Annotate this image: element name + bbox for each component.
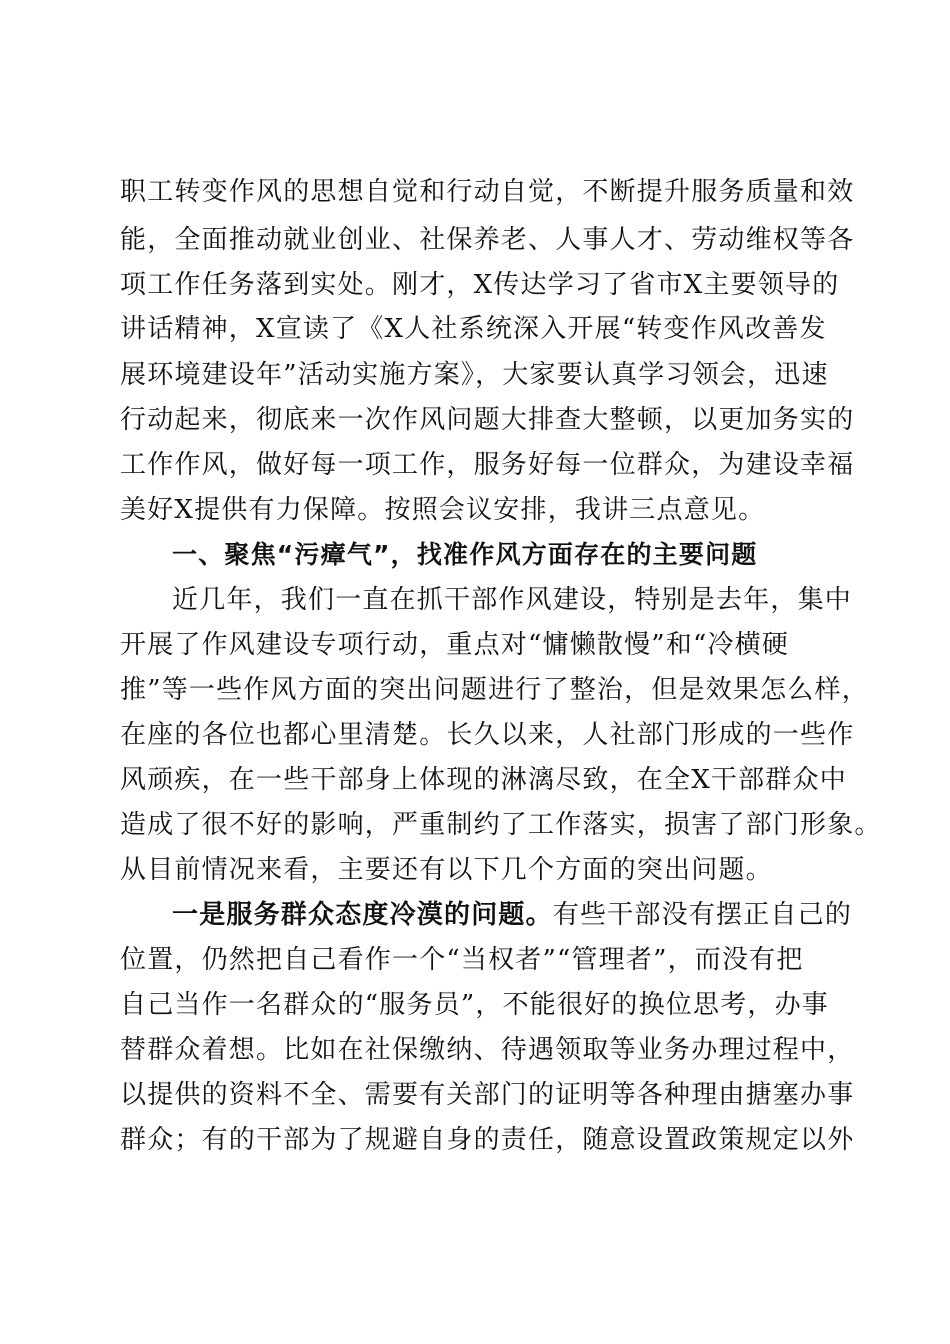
paragraph-1-line-1: 职工转变作风的思想自觉和行动自觉，不断提升服务质量和效 [120,177,855,207]
paragraph-2-line-4: 在座的各位也都心里清楚。长久以来，人社部门形成的一些作 [120,720,855,750]
paragraph-1-line-7: 工作作风，做好每一项工作，服务好每一位群众，为建设幸福 [120,450,855,480]
paragraph-3-line-6: 群众；有的干部为了规避自身的责任，随意设置政策规定以外 [120,1125,855,1155]
paragraph-3-line-1 [172,895,853,935]
paragraph-1-line-4: 讲话精神，X宣读了《X人社系统深入开展“转变作风改善发 [120,314,827,344]
paragraph-1-line-6: 行动起来，彻底来一次作风问题大排查大整顿，以更加务实的 [120,405,855,435]
paragraph-2-line-7: 从目前情况来看，主要还有以下几个方面的突出问题。 [120,855,773,885]
paragraph-3-line-2: 位置，仍然把自己看作一个“当权者”“管理者”，而没有把 [120,945,804,975]
paragraph-1-line-8: 美好X提供有力保障。按照会议安排，我讲三点意见。 [120,495,766,525]
paragraph-2-line-2: 开展了作风建设专项行动，重点对“慵懒散慢”和“冷横硬 [120,630,790,660]
section-heading-1: 一、聚焦“污瘴气”，找准作风方面存在的主要问题 [172,540,758,569]
paragraph-1-line-3: 项工作任务落到实处。刚才，X传达学习了省市X主要领导的 [120,270,840,300]
paragraph-3-lead-bold: 一是服务群众态度冷漠的问题。 [172,900,553,930]
paragraph-2-line-6: 造成了很不好的影响，严重制约了工作落实，损害了部门形象。 [120,810,882,840]
paragraph-3-lead-rest: 有些干部没有摆正自己的 [552,900,853,930]
paragraph-1-line-2: 能，全面推动就业创业、社保养老、人事人才、劳动维权等各 [120,225,855,255]
paragraph-1-line-5: 展环境建设年”活动实施方案》，大家要认真学习领会，迅速 [120,360,829,390]
paragraph-3-line-5: 以提供的资料不全、需要有关部门的证明等各种理由搪塞办事 [120,1080,855,1110]
paragraph-2-line-5: 风顽疾，在一些干部身上体现的淋漓尽致，在全X干部群众中 [120,765,847,795]
paragraph-3-line-4: 替群众着想。比如在社保缴纳、待遇领取等业务办理过程中， [120,1035,855,1065]
paragraph-2-line-1: 近几年，我们一直在抓干部作风建设，特别是去年，集中 [172,585,853,615]
paragraph-3-line-3: 自己当作一名群众的“服务员”，不能很好的换位思考，办事 [120,990,829,1020]
paragraph-2-line-3: 推”等一些作风方面的突出问题进行了整治，但是效果怎么样， [120,675,869,705]
